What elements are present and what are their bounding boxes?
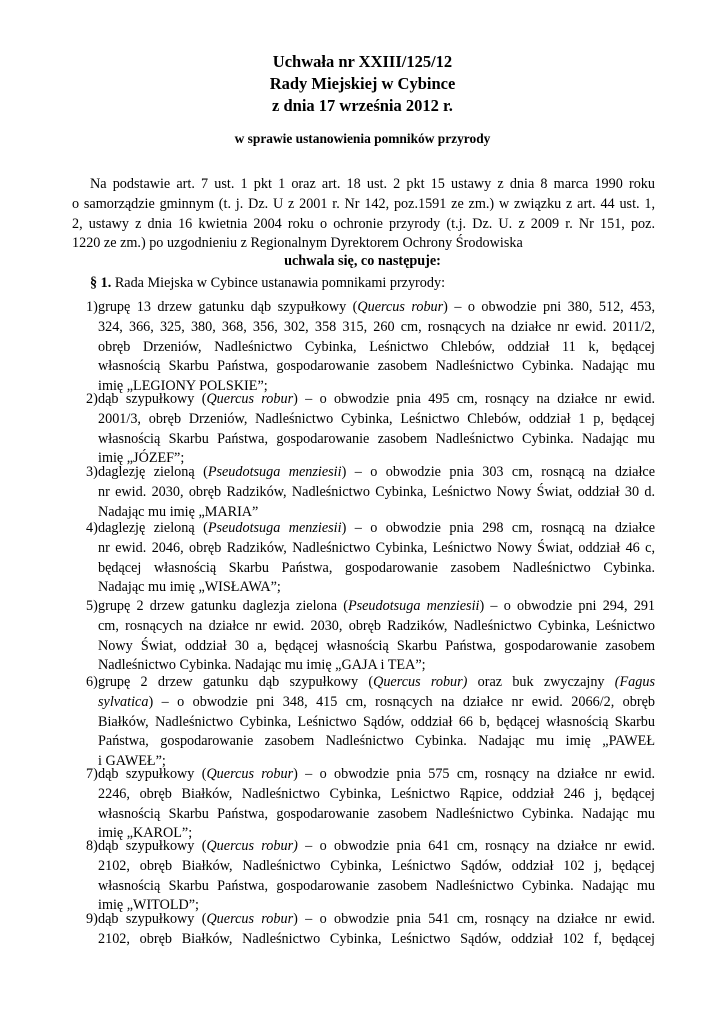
item-line: własnością Skarbu Państwa, gospodarowanie zasobem Nadleśnictwo Cybinka. Nadając mu [98,805,655,822]
item-line: dąb szypułkowy (Quercus robur) – o obwodzie pnia 641 cm, rosnący na działce nr ewid. [98,838,655,854]
item-text [98,519,655,598]
item-line: Nowy Świat, oddział 30 a, będącej własnością Skarbu Państwa, gospodarowanie zasobem [98,637,655,654]
monument-item [86,837,655,916]
item-text [98,910,655,950]
item-line: imię „JÓZEF”; [98,450,185,467]
item-line: 2102, obręb Białków, Nadleśnictwo Cybinka, Leśnictwo Sądów, oddział 102 j, będącej [98,857,655,874]
item-text [98,765,655,844]
item-line: własnością Skarbu Państwa, gospodarowanie zasobem Nadleśnictwo Cybinka. Nadając mu [98,430,655,447]
item-number: 9) [86,911,98,927]
monument-item [86,910,655,950]
item-line: obręb Drzeniów, Nadleśnictwo Cybinka, Leśnictwo Chlebów, oddział 11 k, będącej [98,338,655,355]
item-line: 2102, obręb Białków, Nadleśnictwo Cybinka, Leśnictwo Sądów, oddział 102 f, będącej [98,930,655,947]
monument-item [86,765,655,844]
item-text [98,463,655,522]
item-line: własnością Skarbu Państwa, gospodarowanie zasobem Nadleśnictwo Cybinka. Nadając mu [98,358,655,375]
item-line: sylvatica) – o obwodzie pni 348, 415 cm, rosnących na działce nr ewid. 2066/2, obręb [98,693,655,710]
preamble-paragraph [72,175,655,254]
monument-item [86,390,655,469]
item-line: dąb szypułkowy (Quercus robur) – o obwodzie pnia 575 cm, rosnący na działce nr ewid. [98,766,655,782]
item-line: Nadając mu imię „MARIA” [98,503,259,520]
item-number: 1) [86,299,98,315]
item-line: cm, rosnących na działce nr ewid. 2030, obręb Radzików, Nadleśnictwo Cybinka, Leśnictwo [98,617,655,634]
preamble-line: 1220 ze zm.) po uzgodnieniu z Regionalnym Dyrektorem Ochrony Środowiska [72,235,523,252]
item-text [98,298,655,397]
resolution-subject: w sprawie ustanowienia pomników przyrody [234,131,491,146]
item-line: grupę 2 drzew gatunku daglezja zielona (Pseudotsuga menziesii) – o obwodzie pni 294, 291 [98,598,656,614]
monument-item [86,673,655,772]
item-line: daglezję zieloną (Pseudotsuga menziesii) – o obwodzie pnia 298 cm, rosnącą na działce [98,520,655,536]
item-line: grupę 13 drzew gatunku dąb szypułkowy (Quercus robur) – o obwodzie pni 380, 512, 453, [98,299,656,315]
item-line: Nadleśnictwo Cybinka. Nadając mu imię „GAJA i TEA”; [98,657,426,674]
monument-item [86,597,655,676]
item-number: 4) [86,520,98,536]
title-line-date: z dnia 17 września 2012 r. [272,96,453,115]
item-text [98,597,655,676]
item-line: imię „LEGIONY POLSKIE”; [98,378,268,395]
item-line: daglezję zieloną (Pseudotsuga menziesii) – o obwodzie pnia 303 cm, rosnącą na działce [98,464,655,480]
monument-item [86,298,655,397]
preamble-line: 2, ustawy z dnia 16 kwietnia 2004 roku o ochronie przyrody (t.j. Dz. U. z 2009 r. Nr 151, poz. [72,215,655,232]
item-line: Państwa, gospodarowanie zasobem Nadleśnictwo Cybinka. Nadając mu imię „PAWEŁ [98,733,655,750]
item-line: Nadając mu imię „WISŁAWA”; [98,579,281,596]
item-text [98,837,655,916]
section-1-text: Rada Miejska w Cybince ustanawia pomnikami przyrody: [114,275,446,291]
item-line: dąb szypułkowy (Quercus robur) – o obwodzie pnia 541 cm, rosnący na działce nr ewid. [98,911,655,927]
item-text [98,390,655,469]
item-line: Białków, Nadleśnictwo Cybinka, Leśnictwo Sądów, oddział 66 b, będącej własnością Skarbu [98,713,655,730]
item-line: 2246, obręb Białków, Nadleśnictwo Cybinka, Leśnictwo Rąpice, oddział 246 j, będącej [98,785,655,802]
item-text [98,673,655,772]
item-line: 324, 366, 325, 380, 368, 356, 302, 358 315, 260 cm, rosnących na działce nr ewid. 2011/2, [98,318,655,335]
item-line: imię „WITOLD”; [98,897,199,914]
item-number: 3) [86,464,98,480]
item-line: nr ewid. 2046, obręb Radzików, Nadleśnictwo Cybinka, Leśnictwo Nowy Świat, oddział 46 c, [98,539,655,556]
item-line: i GAWEŁ”; [98,753,166,770]
title-line-number: Uchwała nr XXIII/125/12 [272,52,453,71]
title-line-council: Rady Miejskiej w Cybince [269,74,456,93]
section-1-label: § 1. [90,275,112,291]
item-number: 8) [86,838,98,854]
preamble-line: o samorządzie gminnym (t. j. Dz. U z 2001 r. Nr 142, poz.1591 ze zm.) w związku z art. 44 ust. 1, [72,195,655,212]
item-number: 5) [86,598,98,614]
item-line: własnością Skarbu Państwa, gospodarowanie zasobem Nadleśnictwo Cybinka. Nadając mu [98,877,655,894]
preamble-line: Na podstawie art. 7 ust. 1 pkt 1 oraz art. 18 ust. 2 pkt 15 ustawy z dnia 8 marca 1990 roku [90,176,655,192]
item-number: 7) [86,766,98,782]
item-number: 6) [86,674,98,690]
item-line: grupę 2 drzew gatunku dąb szypułkowy (Quercus robur) oraz buk zwyczajny (Fagus [98,674,655,690]
item-line: imię „KAROL”; [98,825,193,842]
item-line: będącej własnością Skarbu Państwa, gospodarowanie zasobem Nadleśnictwo Cybinka. [98,559,655,576]
resolution-title [0,51,725,117]
section-1 [90,275,445,292]
item-line: dąb szypułkowy (Quercus robur) – o obwodzie pnia 495 cm, rosnący na działce nr ewid. [98,391,655,407]
monument-item [86,463,655,522]
resolves-heading: uchwala się, co następuje: [284,253,441,269]
item-line: nr ewid. 2030, obręb Radzików, Nadleśnictwo Cybinka, Leśnictwo Nowy Świat, oddział 30 d. [98,483,655,500]
item-line: 2001/3, obręb Drzeniów, Nadleśnictwo Cybinka, Leśnictwo Chlebów, oddział 1 p, będącej [98,410,655,427]
item-number: 2) [86,391,98,407]
monument-item [86,519,655,598]
